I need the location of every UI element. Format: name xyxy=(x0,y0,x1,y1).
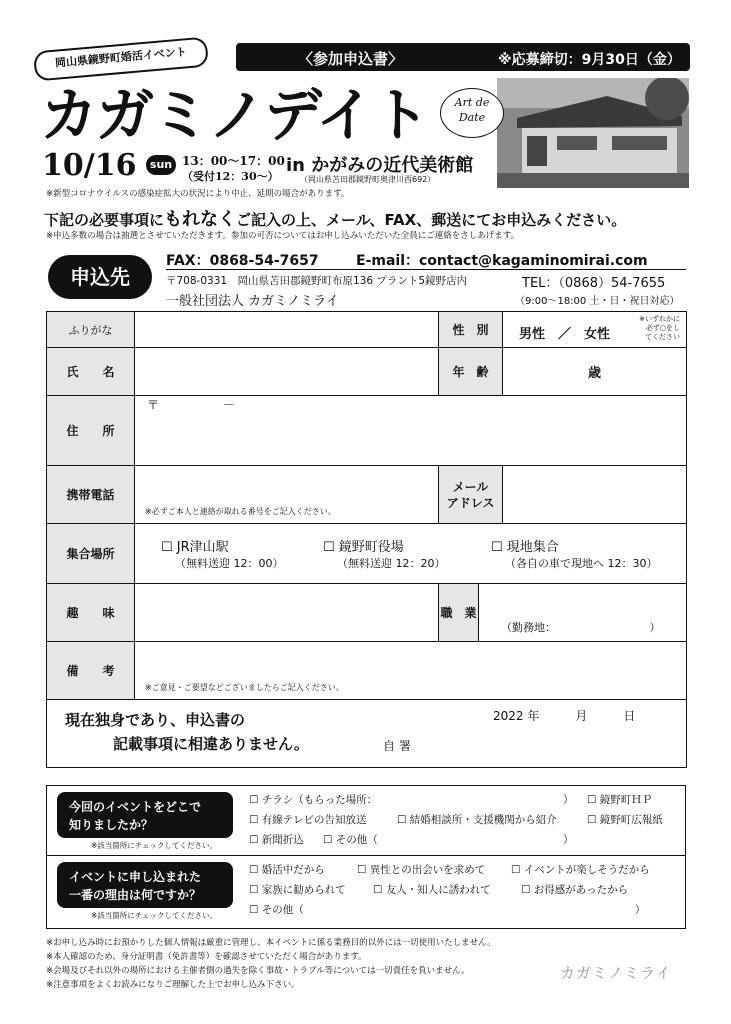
postal-mark: 〒 xyxy=(147,398,160,412)
declaration-date[interactable]: 2022 年 月 日 xyxy=(493,708,636,723)
lead-emphasis: もれなく xyxy=(164,209,237,230)
survey-q1-note: ※該当箇所にチェックしてください。 xyxy=(91,841,218,850)
q1-option-flyer-close: ） xyxy=(563,794,574,806)
survey-divider xyxy=(47,855,685,856)
form-title-bar xyxy=(236,43,690,71)
postal-dash: － xyxy=(222,398,235,412)
event-title: カガミノデイト xyxy=(40,81,428,149)
name-label: 氏 名 xyxy=(47,348,135,396)
declaration-row xyxy=(47,700,687,768)
meeting-option-townhall[interactable]: ☐ 鏡野町役場 （無料送迎 12：20） xyxy=(323,539,446,570)
survey-q1: 今回のイベントをどこで 知りましたか？ xyxy=(57,792,233,838)
address-field[interactable] xyxy=(135,396,687,466)
declaration-line2: 記載事項に相違ありません。 xyxy=(113,734,309,753)
age-unit: 歳 xyxy=(588,366,602,381)
q1-option-town-hp[interactable]: ☐ 鏡野町ＨＰ xyxy=(587,794,653,806)
meeting-label: 集合場所 xyxy=(47,524,135,584)
job-label: 職 業 xyxy=(439,584,479,642)
job-field[interactable] xyxy=(479,584,687,642)
contact-org: 一般社団法人 カガミノミライ xyxy=(166,294,339,309)
q2-option-meet[interactable]: ☐ 異性との出会いを求めて xyxy=(357,864,486,876)
footer-logo: カガミノミライ xyxy=(560,964,672,982)
hobby-label: 趣 味 xyxy=(47,584,135,642)
fax-number: FAX：0868-54-7657 xyxy=(166,253,319,269)
mobile-note: ※必ずご本人と連絡が取れる番号をご記入ください。 xyxy=(145,507,336,516)
venue: in かがみの近代美術館 xyxy=(286,155,474,176)
mobile-label: 携帯電話 xyxy=(47,466,135,524)
reception-time: （受付12：30～） xyxy=(182,170,279,183)
q2-option-friend[interactable]: ☐ 友人・知人に誘われて xyxy=(373,884,491,896)
q2-option-other-close: ） xyxy=(635,904,646,916)
footer-note-1: ※お申し込み時にお預かりした個人情報は厳重に管理し、本イベントに係る業務目的以外には一切使用いたしません。 xyxy=(46,938,496,948)
venue-photo xyxy=(497,78,689,188)
q1-option-other-close: ） xyxy=(563,834,574,846)
email-label: メール アドレス xyxy=(439,466,503,524)
signature-label: 自 署 xyxy=(383,738,411,753)
q1-option-cable-tv[interactable]: ☐ 有線テレビの告知放送 xyxy=(249,814,367,826)
event-day: sun xyxy=(146,155,176,175)
meeting-field xyxy=(135,524,687,584)
workplace: （勤務地： ） xyxy=(501,621,661,634)
age-label: 年 齢 xyxy=(439,348,503,396)
contact-tel: TEL：（0868）54-7655 xyxy=(522,276,666,291)
q1-option-agency[interactable]: ☐ 結婚相談所・支援機関から紹介 xyxy=(397,814,557,826)
survey-q2: イベントに申し込まれた 一番の理由は何ですか？ xyxy=(57,862,233,908)
footer-note-2: ※本人確認のため、身分証明書（免許書等）を確認させていただく場合があります。 xyxy=(46,952,367,962)
contact-hours: （9:00～18:00 土・日・祝日対応） xyxy=(515,296,680,307)
age-field[interactable] xyxy=(503,348,687,396)
q2-option-active[interactable]: ☐ 婚活中だから xyxy=(249,864,325,876)
gender-note: ※いずれかに 必ず○をし てください xyxy=(639,314,681,341)
q1-option-other[interactable]: ☐ その他（ xyxy=(323,834,378,846)
contact-address: 〒708-0331 岡山県苫田郡鏡野町布原136 プラント5鏡野店内 xyxy=(166,275,468,287)
q2-option-family[interactable]: ☐ 家族に勧められて xyxy=(249,884,346,896)
declaration-line1: 現在独身であり、申込書の xyxy=(65,710,246,729)
email-address[interactable]: E-mail：contact@kagaminomirai.com xyxy=(356,253,648,269)
mobile-field[interactable] xyxy=(135,466,439,524)
email-field[interactable] xyxy=(503,466,687,524)
furigana-label: ふりがな xyxy=(47,312,135,348)
q2-option-other[interactable]: ☐ その他（ xyxy=(249,904,304,916)
lead-text: 下記の必要事項にもれなくご記入の上、メール、FAX、郵送にてお申込みください。 xyxy=(44,209,627,230)
event-date: 10/16 xyxy=(42,148,137,183)
contact-badge: 申込先 xyxy=(48,255,152,299)
contact-divider xyxy=(166,269,686,270)
venue-address: （岡山県苫田郡鏡野町奥津川西692） xyxy=(300,175,436,184)
remarks-label: 備 考 xyxy=(47,642,135,700)
art-de-date-logo: Art de Date xyxy=(440,88,504,138)
hobby-field[interactable] xyxy=(135,584,439,642)
event-time: 13：00～17：00 xyxy=(182,154,285,168)
event-badge: 岡山県鏡野町婚活イベント xyxy=(33,36,209,81)
meeting-option-onsite[interactable]: ☐ 現地集合 （各自の車で現地へ 12：30） xyxy=(491,539,658,570)
furigana-field[interactable] xyxy=(135,312,439,348)
remarks-note: ※ご意見・ご要望などございましたらご記入ください。 xyxy=(145,683,344,692)
name-field[interactable] xyxy=(135,348,439,396)
remarks-field[interactable] xyxy=(135,642,687,700)
footer-note-3: ※会場及びそれ以外の場所における主催者側の過失を除く事故・トラブル等については一切責任を負いません。 xyxy=(46,966,470,976)
q2-option-fun[interactable]: ☐ イベントが楽しそうだから xyxy=(511,864,650,876)
gender-options: 男性 ／ 女性 xyxy=(519,326,611,342)
q1-option-town-bulletin[interactable]: ☐ 鏡野町広報紙 xyxy=(587,814,663,826)
form-title: 〈参加申込書〉 xyxy=(298,50,404,68)
application-form xyxy=(46,311,687,768)
deadline: ※応募締切：9月30日（金） xyxy=(498,52,681,68)
covid-note: ※新型コロナウイルスの感染症拡大の状況により中止、延期の場合があります。 xyxy=(46,189,350,199)
q2-option-value[interactable]: ☐ お得感があったから xyxy=(521,884,629,896)
gender-field[interactable] xyxy=(503,312,687,348)
lottery-note: ※申込多数の場合は抽選とさせていただきます。参加の可否についてはお申し込みいただいた全員にご連絡をさしあげます。 xyxy=(46,231,520,241)
footer-note-4: ※注意事項をよくお読みになりご理解した上でお申し込み下さい。 xyxy=(46,980,300,990)
meeting-option-jr[interactable]: ☐ JR津山駅 （無料送迎 12：00） xyxy=(161,539,284,570)
address-label: 住 所 xyxy=(47,396,135,466)
q1-option-newspaper[interactable]: ☐ 新聞折込 xyxy=(249,834,304,846)
survey-q2-note: ※該当箇所にチェックしてください。 xyxy=(91,911,218,920)
survey-box xyxy=(46,785,686,929)
q1-option-flyer[interactable]: ☐ チラシ（もらった場所： xyxy=(249,794,378,806)
gender-label: 性 別 xyxy=(439,312,503,348)
